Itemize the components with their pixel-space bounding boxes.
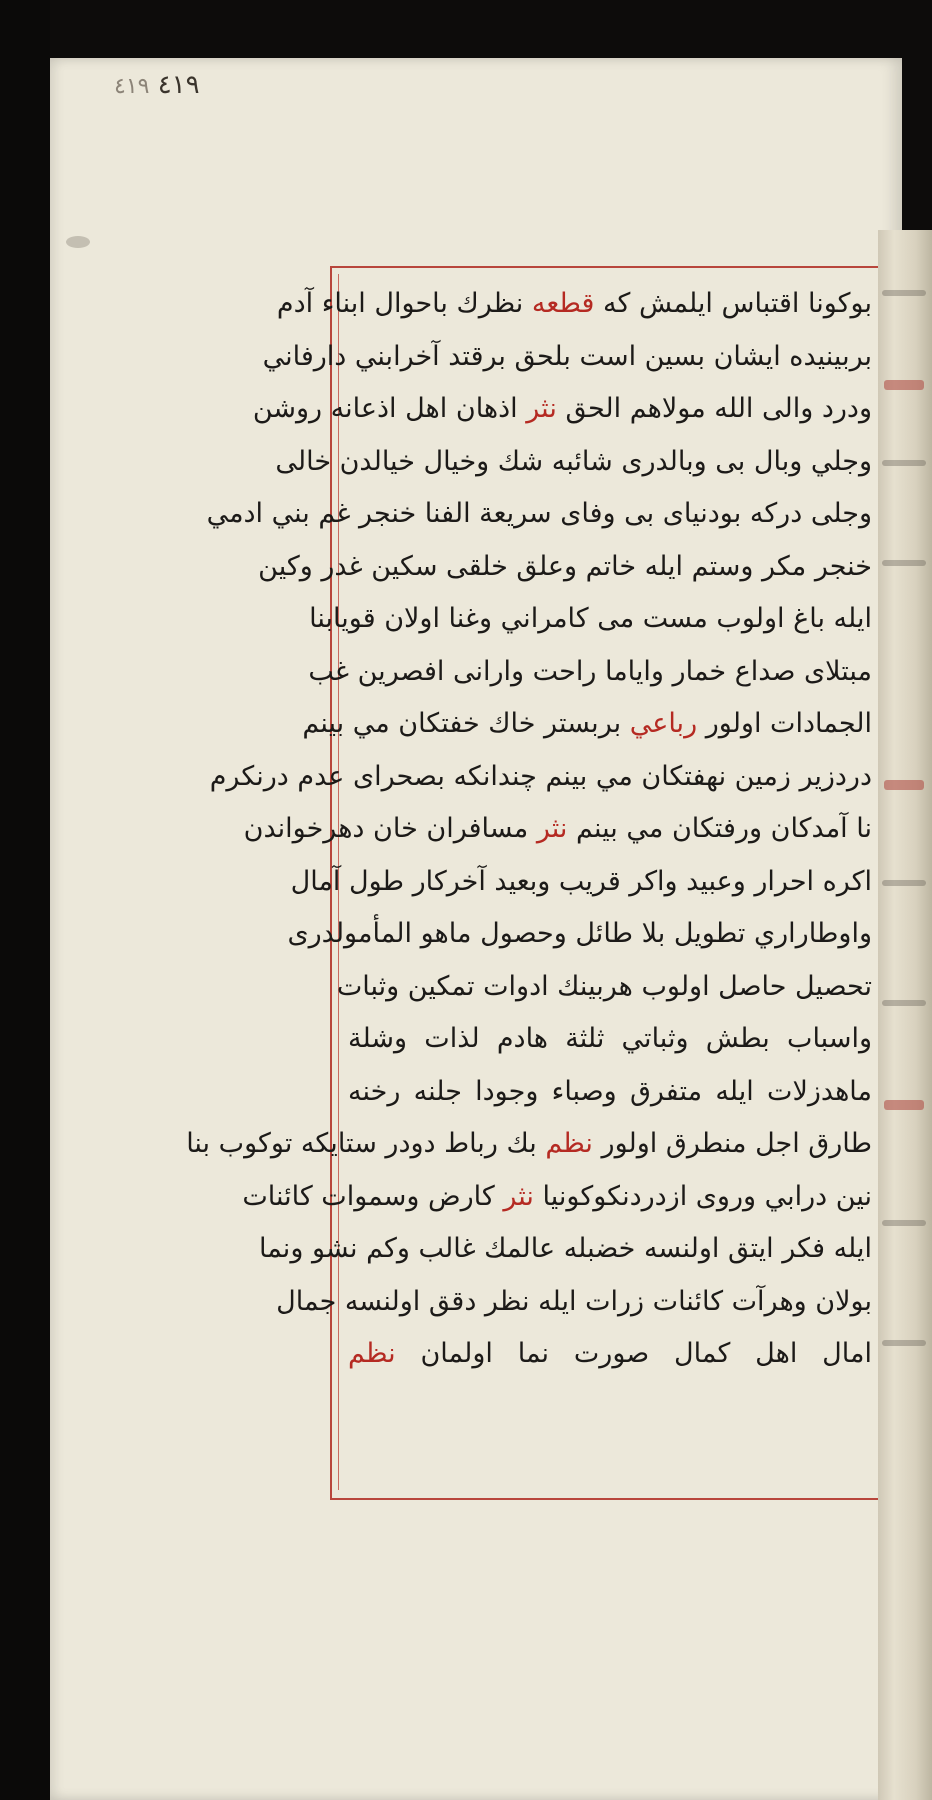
spine-text	[882, 560, 926, 566]
line-text: واسباب بطش وثباتي ثلثة هادم لذات وشلة	[348, 1023, 872, 1054]
line-text: نظرك باحوال ابناء آدم	[276, 288, 524, 319]
line-text: دردزير زمين نهفتكان مي بينم	[545, 760, 872, 792]
text-block	[186, 278, 876, 1498]
folio-pencil: ٤١٩	[114, 74, 150, 99]
line-text: خنجر مكر وستم ايله خاتم وعلق خلقى سكين غدر وكين	[258, 550, 872, 582]
text-line	[252, 383, 876, 436]
text-line	[276, 278, 876, 331]
spine-text	[882, 1340, 926, 1346]
line-text: نين درابي وروى ازدردنكوكونيا	[542, 1180, 872, 1212]
text-line	[262, 331, 876, 384]
line-text: مبتلاى صداع خمار واياما راحت وارانى افصرين غب	[308, 655, 872, 687]
line-text: ماهدزلات ايله متفرق وصباء وجودا جلنه رخنه	[348, 1075, 872, 1107]
line-text: وجلي وبال بى وبالدرى شائبه شك وخيال خيالدن خالى	[275, 445, 872, 477]
spine-rubric	[884, 1100, 924, 1110]
folio-number	[104, 70, 200, 100]
text-line	[336, 961, 876, 1014]
text-line	[258, 1223, 876, 1276]
spine-rubric	[884, 380, 924, 390]
line-text: واوطاراري تطويل بلا طائل وحصول ماهو المأمولدرى	[287, 918, 872, 949]
line-text: ودرد والى الله مولاهم الحق	[565, 393, 872, 424]
line-text: امال اهل كمال صورت نما اولمان	[420, 1338, 872, 1369]
text-line	[344, 1013, 876, 1066]
text-line	[344, 1066, 876, 1119]
spine-text	[882, 880, 926, 886]
spine-text	[882, 290, 926, 296]
text-line	[344, 1328, 876, 1381]
text-line	[209, 751, 876, 804]
line-text: مسافران خان دهرخواندن	[243, 813, 529, 844]
line-text: وجلى دركه بودنياى بى وفاى سريعة الفنا خنجر غم بني ادمي	[206, 498, 872, 529]
text-line	[276, 1276, 876, 1329]
text-line	[308, 646, 876, 699]
text-line	[242, 1171, 876, 1224]
rubric-word: نظم	[545, 1128, 593, 1159]
line-text: اكره احرار وعبيد واكر قريب وبعيد آخركار طول آمال	[290, 865, 872, 897]
text-line	[258, 541, 876, 594]
line-text: تحصيل حاصل اولوب هربينك ادوات تمكين وثبات	[336, 970, 872, 1002]
text-line	[243, 803, 876, 856]
rubric-word: نظم	[348, 1338, 396, 1369]
background-left	[0, 0, 50, 1800]
line-text: الجمادات اولور	[705, 708, 872, 739]
line-text: نا آمدكان ورفتكان مي بينم	[576, 813, 872, 844]
text-line	[275, 436, 876, 489]
rubric-word: نثر	[503, 1180, 534, 1212]
line-text: ايله باغ اولوب مست مى كامراني وغنا اولان قويابنا	[309, 603, 872, 634]
text-line	[290, 856, 876, 909]
paper-stain	[66, 236, 90, 248]
spine-rubric	[884, 780, 924, 790]
line-text: بوكونا اقتباس ايلمش كه	[603, 288, 872, 319]
line-text: بربستر خاك خفتكان مي بينم	[302, 708, 622, 739]
rubric-word: نثر	[536, 813, 568, 844]
line-text: ايله فكر ايتق اولنسه خضبله عالمك غالب وكم نشو ونما	[258, 1233, 872, 1264]
line-text: اذهان اهل اذعانه روشن	[252, 393, 518, 424]
rubric-word: قطعه	[531, 288, 595, 319]
spine-text	[882, 460, 926, 466]
line-text: بربينيده ايشان بسين است بلحق	[514, 340, 872, 372]
rubric-word: نثر	[526, 393, 557, 424]
rubric-word: رباعي	[629, 708, 698, 739]
line-text: طارق اجل منطرق اولور	[601, 1128, 872, 1159]
spine-text	[882, 1000, 926, 1006]
line-text: بك رباط دودر ستايكه توكوب بنا	[186, 1128, 537, 1159]
line-text: بولان وهرآت كائنات زرات ايله نظر دقق اولنسه جمال	[276, 1285, 872, 1317]
line-text: چندانكه بصحراى عدم درنكرم	[209, 760, 537, 792]
text-line	[287, 908, 876, 961]
text-line	[206, 488, 876, 541]
text-line	[309, 593, 876, 646]
text-line	[186, 1118, 876, 1171]
folio-ink: ٤١٩	[157, 70, 200, 100]
line-text: برقتد آخرابني دارفاني	[262, 340, 506, 372]
spine-text	[882, 1220, 926, 1226]
text-line	[302, 698, 876, 751]
line-text: كارض وسموات كائنات	[242, 1180, 495, 1212]
